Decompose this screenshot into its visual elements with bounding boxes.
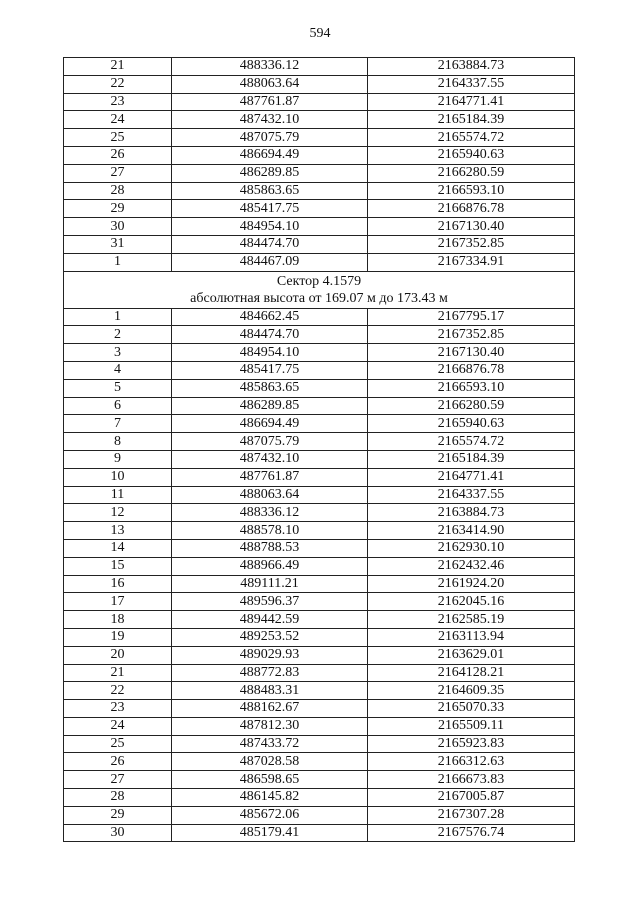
table-row bbox=[64, 753, 575, 771]
table-row bbox=[64, 717, 575, 735]
table-row bbox=[64, 164, 575, 182]
x-coordinate-cell: 486598.65 bbox=[172, 771, 368, 789]
table-section-part2 bbox=[64, 308, 575, 842]
y-coordinate-cell: 2165574.72 bbox=[368, 129, 575, 147]
coordinates-table bbox=[63, 57, 575, 842]
point-number-cell: 29 bbox=[64, 806, 172, 824]
x-coordinate-cell: 488772.83 bbox=[172, 664, 368, 682]
sector-title: Сектор 4.1579 bbox=[276, 273, 362, 289]
point-number-cell: 27 bbox=[64, 771, 172, 789]
y-coordinate-cell: 2165509.11 bbox=[368, 717, 575, 735]
table-row bbox=[64, 146, 575, 164]
point-number-cell: 9 bbox=[64, 450, 172, 468]
table-row bbox=[64, 628, 575, 646]
y-coordinate-cell: 2166876.78 bbox=[368, 361, 575, 379]
y-coordinate-cell: 2167352.85 bbox=[368, 235, 575, 253]
table-row bbox=[64, 522, 575, 540]
point-number-cell: 13 bbox=[64, 522, 172, 540]
table-row bbox=[64, 468, 575, 486]
table-row bbox=[64, 235, 575, 253]
sector-header-section bbox=[64, 271, 575, 308]
point-number-cell: 23 bbox=[64, 700, 172, 718]
x-coordinate-cell: 484474.70 bbox=[172, 235, 368, 253]
point-number-cell: 6 bbox=[64, 397, 172, 415]
x-coordinate-cell: 486694.49 bbox=[172, 146, 368, 164]
table-row bbox=[64, 58, 575, 76]
y-coordinate-cell: 2166673.83 bbox=[368, 771, 575, 789]
table-row bbox=[64, 664, 575, 682]
table-row bbox=[64, 379, 575, 397]
point-number-cell: 29 bbox=[64, 200, 172, 218]
x-coordinate-cell: 489442.59 bbox=[172, 611, 368, 629]
point-number-cell: 31 bbox=[64, 235, 172, 253]
point-number-cell: 2 bbox=[64, 326, 172, 344]
table-row bbox=[64, 218, 575, 236]
point-number-cell: 21 bbox=[64, 664, 172, 682]
x-coordinate-cell: 489029.93 bbox=[172, 646, 368, 664]
point-number-cell: 26 bbox=[64, 146, 172, 164]
y-coordinate-cell: 2166593.10 bbox=[368, 182, 575, 200]
x-coordinate-cell: 486289.85 bbox=[172, 164, 368, 182]
x-coordinate-cell: 489253.52 bbox=[172, 628, 368, 646]
x-coordinate-cell: 488162.67 bbox=[172, 700, 368, 718]
point-number-cell: 10 bbox=[64, 468, 172, 486]
point-number-cell: 22 bbox=[64, 75, 172, 93]
y-coordinate-cell: 2163884.73 bbox=[368, 504, 575, 522]
point-number-cell: 1 bbox=[64, 253, 172, 271]
table-row bbox=[64, 361, 575, 379]
x-coordinate-cell: 485417.75 bbox=[172, 200, 368, 218]
point-number-cell: 3 bbox=[64, 344, 172, 362]
y-coordinate-cell: 2164771.41 bbox=[368, 468, 575, 486]
x-coordinate-cell: 489596.37 bbox=[172, 593, 368, 611]
sector-header-cell bbox=[64, 271, 575, 308]
table-row bbox=[64, 450, 575, 468]
x-coordinate-cell: 488063.64 bbox=[172, 75, 368, 93]
point-number-cell: 7 bbox=[64, 415, 172, 433]
point-number-cell: 1 bbox=[64, 308, 172, 326]
y-coordinate-cell: 2163113.94 bbox=[368, 628, 575, 646]
x-coordinate-cell: 486289.85 bbox=[172, 397, 368, 415]
x-coordinate-cell: 488578.10 bbox=[172, 522, 368, 540]
point-number-cell: 19 bbox=[64, 628, 172, 646]
x-coordinate-cell: 487432.10 bbox=[172, 111, 368, 129]
table-row bbox=[64, 700, 575, 718]
table-row bbox=[64, 735, 575, 753]
y-coordinate-cell: 2165184.39 bbox=[368, 450, 575, 468]
table-row bbox=[64, 557, 575, 575]
y-coordinate-cell: 2164609.35 bbox=[368, 682, 575, 700]
table-row bbox=[64, 344, 575, 362]
x-coordinate-cell: 485417.75 bbox=[172, 361, 368, 379]
x-coordinate-cell: 488966.49 bbox=[172, 557, 368, 575]
point-number-cell: 24 bbox=[64, 111, 172, 129]
table-row bbox=[64, 646, 575, 664]
x-coordinate-cell: 487075.79 bbox=[172, 433, 368, 451]
point-number-cell: 24 bbox=[64, 717, 172, 735]
table-row bbox=[64, 308, 575, 326]
y-coordinate-cell: 2167334.91 bbox=[368, 253, 575, 271]
x-coordinate-cell: 487075.79 bbox=[172, 129, 368, 147]
table-row bbox=[64, 611, 575, 629]
point-number-cell: 14 bbox=[64, 539, 172, 557]
y-coordinate-cell: 2166280.59 bbox=[368, 164, 575, 182]
y-coordinate-cell: 2164771.41 bbox=[368, 93, 575, 111]
point-number-cell: 30 bbox=[64, 218, 172, 236]
table-row bbox=[64, 824, 575, 842]
x-coordinate-cell: 484662.45 bbox=[172, 308, 368, 326]
y-coordinate-cell: 2167307.28 bbox=[368, 806, 575, 824]
table-row bbox=[64, 789, 575, 807]
y-coordinate-cell: 2167795.17 bbox=[368, 308, 575, 326]
y-coordinate-cell: 2166593.10 bbox=[368, 379, 575, 397]
y-coordinate-cell: 2162045.16 bbox=[368, 593, 575, 611]
x-coordinate-cell: 488788.53 bbox=[172, 539, 368, 557]
y-coordinate-cell: 2163884.73 bbox=[368, 58, 575, 76]
x-coordinate-cell: 484954.10 bbox=[172, 218, 368, 236]
x-coordinate-cell: 488336.12 bbox=[172, 58, 368, 76]
y-coordinate-cell: 2165923.83 bbox=[368, 735, 575, 753]
sector-header-row bbox=[64, 271, 575, 308]
y-coordinate-cell: 2164337.55 bbox=[368, 75, 575, 93]
table-row bbox=[64, 129, 575, 147]
point-number-cell: 8 bbox=[64, 433, 172, 451]
table-row bbox=[64, 75, 575, 93]
x-coordinate-cell: 487761.87 bbox=[172, 93, 368, 111]
y-coordinate-cell: 2167130.40 bbox=[368, 344, 575, 362]
point-number-cell: 23 bbox=[64, 93, 172, 111]
x-coordinate-cell: 484467.09 bbox=[172, 253, 368, 271]
x-coordinate-cell: 486694.49 bbox=[172, 415, 368, 433]
table-row bbox=[64, 182, 575, 200]
y-coordinate-cell: 2165574.72 bbox=[368, 433, 575, 451]
table-row bbox=[64, 326, 575, 344]
y-coordinate-cell: 2165070.33 bbox=[368, 700, 575, 718]
y-coordinate-cell: 2164128.21 bbox=[368, 664, 575, 682]
point-number-cell: 22 bbox=[64, 682, 172, 700]
x-coordinate-cell: 484474.70 bbox=[172, 326, 368, 344]
table-row bbox=[64, 575, 575, 593]
x-coordinate-cell: 489111.21 bbox=[172, 575, 368, 593]
x-coordinate-cell: 485672.06 bbox=[172, 806, 368, 824]
y-coordinate-cell: 2163414.90 bbox=[368, 522, 575, 540]
point-number-cell: 21 bbox=[64, 58, 172, 76]
x-coordinate-cell: 484954.10 bbox=[172, 344, 368, 362]
x-coordinate-cell: 485179.41 bbox=[172, 824, 368, 842]
y-coordinate-cell: 2167576.74 bbox=[368, 824, 575, 842]
point-number-cell: 11 bbox=[64, 486, 172, 504]
y-coordinate-cell: 2166876.78 bbox=[368, 200, 575, 218]
point-number-cell: 4 bbox=[64, 361, 172, 379]
table-row bbox=[64, 253, 575, 271]
point-number-cell: 5 bbox=[64, 379, 172, 397]
point-number-cell: 25 bbox=[64, 129, 172, 147]
y-coordinate-cell: 2164337.55 bbox=[368, 486, 575, 504]
table-row bbox=[64, 397, 575, 415]
table-row bbox=[64, 539, 575, 557]
y-coordinate-cell: 2167352.85 bbox=[368, 326, 575, 344]
y-coordinate-cell: 2165184.39 bbox=[368, 111, 575, 129]
y-coordinate-cell: 2162585.19 bbox=[368, 611, 575, 629]
x-coordinate-cell: 485863.65 bbox=[172, 379, 368, 397]
table-row bbox=[64, 415, 575, 433]
x-coordinate-cell: 488336.12 bbox=[172, 504, 368, 522]
point-number-cell: 12 bbox=[64, 504, 172, 522]
y-coordinate-cell: 2163629.01 bbox=[368, 646, 575, 664]
table-row bbox=[64, 111, 575, 129]
point-number-cell: 16 bbox=[64, 575, 172, 593]
point-number-cell: 17 bbox=[64, 593, 172, 611]
y-coordinate-cell: 2165940.63 bbox=[368, 415, 575, 433]
y-coordinate-cell: 2166312.63 bbox=[368, 753, 575, 771]
table-row bbox=[64, 433, 575, 451]
table-row bbox=[64, 771, 575, 789]
x-coordinate-cell: 486145.82 bbox=[172, 789, 368, 807]
point-number-cell: 15 bbox=[64, 557, 172, 575]
table-row bbox=[64, 200, 575, 218]
point-number-cell: 28 bbox=[64, 182, 172, 200]
table-row bbox=[64, 593, 575, 611]
table-row bbox=[64, 504, 575, 522]
x-coordinate-cell: 488063.64 bbox=[172, 486, 368, 504]
table-row bbox=[64, 486, 575, 504]
y-coordinate-cell: 2167130.40 bbox=[368, 218, 575, 236]
table-row bbox=[64, 806, 575, 824]
x-coordinate-cell: 487761.87 bbox=[172, 468, 368, 486]
point-number-cell: 27 bbox=[64, 164, 172, 182]
y-coordinate-cell: 2165940.63 bbox=[368, 146, 575, 164]
x-coordinate-cell: 485863.65 bbox=[172, 182, 368, 200]
x-coordinate-cell: 488483.31 bbox=[172, 682, 368, 700]
y-coordinate-cell: 2167005.87 bbox=[368, 789, 575, 807]
point-number-cell: 25 bbox=[64, 735, 172, 753]
table-row bbox=[64, 93, 575, 111]
point-number-cell: 30 bbox=[64, 824, 172, 842]
sector-altitude: абсолютная высота от 169.07 м до 173.43 м bbox=[190, 290, 448, 306]
x-coordinate-cell: 487433.72 bbox=[172, 735, 368, 753]
point-number-cell: 18 bbox=[64, 611, 172, 629]
table-row bbox=[64, 682, 575, 700]
x-coordinate-cell: 487812.30 bbox=[172, 717, 368, 735]
table-section-part1 bbox=[64, 58, 575, 272]
page-number: 594 bbox=[309, 26, 331, 41]
x-coordinate-cell: 487432.10 bbox=[172, 450, 368, 468]
point-number-cell: 26 bbox=[64, 753, 172, 771]
y-coordinate-cell: 2161924.20 bbox=[368, 575, 575, 593]
y-coordinate-cell: 2162432.46 bbox=[368, 557, 575, 575]
x-coordinate-cell: 487028.58 bbox=[172, 753, 368, 771]
y-coordinate-cell: 2162930.10 bbox=[368, 539, 575, 557]
y-coordinate-cell: 2166280.59 bbox=[368, 397, 575, 415]
point-number-cell: 20 bbox=[64, 646, 172, 664]
point-number-cell: 28 bbox=[64, 789, 172, 807]
